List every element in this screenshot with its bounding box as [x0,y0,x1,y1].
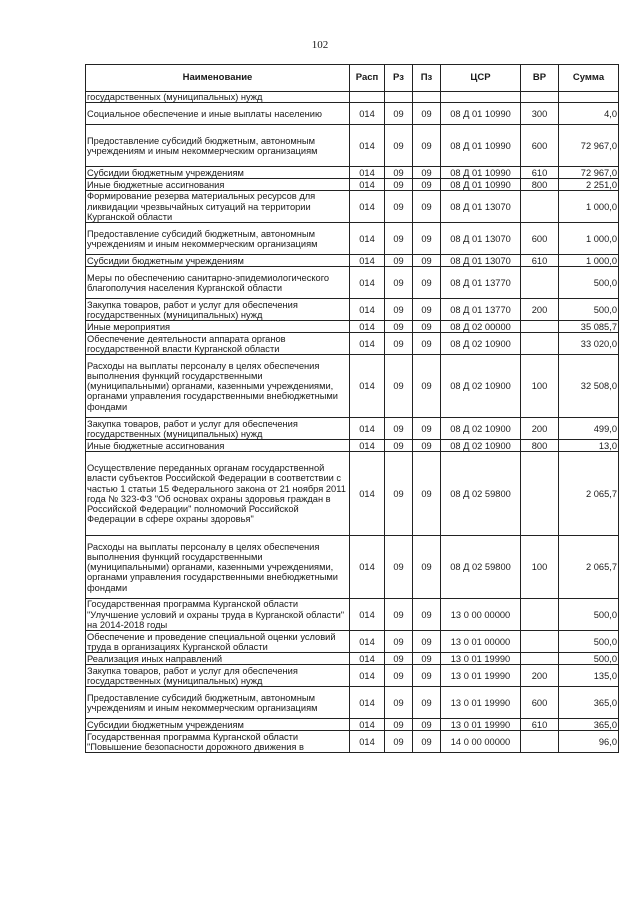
header-sum: Сумма [559,65,619,92]
cell-sum: 500,0 [559,299,619,321]
cell-rasp: 014 [350,665,385,687]
cell-rz: 09 [385,333,413,355]
cell-rasp: 014 [350,223,385,255]
cell-sum: 365,0 [559,719,619,731]
cell-sum: 1 000,0 [559,191,619,223]
cell-sum: 96,0 [559,731,619,753]
cell-vr [521,452,559,536]
cell-rasp: 014 [350,731,385,753]
cell-name: Закупка товаров, работ и услуг для обеспечения государственных (муниципальных) нужд [86,299,350,321]
cell-sum: 500,0 [559,599,619,631]
cell-csr: 13 0 01 19990 [441,665,521,687]
cell-sum: 4,0 [559,103,619,125]
cell-vr: 100 [521,536,559,599]
cell-rz: 09 [385,536,413,599]
table-row [86,191,619,223]
cell-name: Расходы на выплаты персоналу в целях обеспечения выполнения функций государственными (муниципальными) органами, казенными учреждениями, органами управления государственными внебюджетными фондами [86,355,350,418]
cell-csr: 13 0 01 00000 [441,631,521,653]
cell-rz: 09 [385,321,413,333]
cell-vr: 610 [521,167,559,179]
cell-pz: 09 [413,731,441,753]
cell-csr: 08 Д 02 10900 [441,333,521,355]
cell-rasp: 014 [350,255,385,267]
cell-rz: 09 [385,665,413,687]
cell-name: Субсидии бюджетным учреждениям [86,719,350,731]
cell-rz: 09 [385,167,413,179]
cell-vr: 800 [521,440,559,452]
cell-vr [521,653,559,665]
cell-rasp: 014 [350,167,385,179]
cell-vr [521,599,559,631]
cell-rz: 09 [385,355,413,418]
cell-csr: 08 Д 01 10990 [441,103,521,125]
cell-rz: 09 [385,418,413,440]
cell-rz: 09 [385,452,413,536]
cell-rasp: 014 [350,452,385,536]
cell-name: Иные бюджетные ассигнования [86,179,350,191]
cell-rz: 09 [385,267,413,299]
cell-rasp: 014 [350,653,385,665]
table-body [86,92,619,753]
cell-pz: 09 [413,179,441,191]
cell-rasp: 014 [350,719,385,731]
cell-pz [413,92,441,103]
cell-pz: 09 [413,653,441,665]
cell-name: Предоставление субсидий бюджетным, автономным учреждениям и иным некоммерческим организациям [86,223,350,255]
header-name: Наименование [86,65,350,92]
table-row [86,687,619,719]
cell-rasp: 014 [350,355,385,418]
cell-sum: 35 085,7 [559,321,619,333]
cell-vr [521,731,559,753]
cell-rasp: 014 [350,179,385,191]
cell-rz: 09 [385,440,413,452]
header-pz: Пз [413,65,441,92]
cell-pz: 09 [413,440,441,452]
cell-pz: 09 [413,167,441,179]
cell-name: Предоставление субсидий бюджетным, автономным учреждениям и иным некоммерческим организациям [86,125,350,167]
cell-name: Закупка товаров, работ и услуг для обеспечения государственных (муниципальных) нужд [86,665,350,687]
cell-name: Обеспечение деятельности аппарата органов государственной власти Курганской области [86,333,350,355]
cell-name: Иные бюджетные ассигнования [86,440,350,452]
table-row [86,440,619,452]
cell-rz: 09 [385,255,413,267]
table-row [86,731,619,753]
cell-rz: 09 [385,191,413,223]
cell-sum: 1 000,0 [559,223,619,255]
cell-vr: 200 [521,665,559,687]
cell-csr: 13 0 01 19990 [441,687,521,719]
header-vr: ВР [521,65,559,92]
cell-sum: 500,0 [559,267,619,299]
cell-csr: 08 Д 02 10900 [441,440,521,452]
cell-pz: 09 [413,631,441,653]
cell-sum: 500,0 [559,653,619,665]
cell-csr: 14 0 00 00000 [441,731,521,753]
cell-csr: 13 0 01 19990 [441,719,521,731]
budget-table [85,64,619,753]
cell-rasp: 014 [350,191,385,223]
cell-vr [521,631,559,653]
cell-rasp: 014 [350,418,385,440]
cell-vr: 600 [521,223,559,255]
cell-name: Государственная программа Курганской области "Повышение безопасности дорожного движения в [86,731,350,753]
cell-sum: 13,0 [559,440,619,452]
table-row [86,418,619,440]
table-row [86,653,619,665]
header-csr: ЦСР [441,65,521,92]
cell-name: Меры по обеспечению санитарно-эпидемиологического благополучия населения Курганской области [86,267,350,299]
table-row [86,631,619,653]
cell-csr: 13 0 00 00000 [441,599,521,631]
cell-pz: 09 [413,355,441,418]
cell-vr [521,321,559,333]
cell-pz: 09 [413,536,441,599]
cell-rz: 09 [385,125,413,167]
cell-sum: 499,0 [559,418,619,440]
header-rz: Рз [385,65,413,92]
cell-rz: 09 [385,103,413,125]
cell-name: Реализация иных направлений [86,653,350,665]
cell-sum: 365,0 [559,687,619,719]
cell-name: Предоставление субсидий бюджетным, автономным учреждениям и иным некоммерческим организациям [86,687,350,719]
cell-pz: 09 [413,321,441,333]
cell-rz: 09 [385,653,413,665]
cell-rasp [350,92,385,103]
cell-sum: 32 508,0 [559,355,619,418]
cell-name: Обеспечение и проведение специальной оценки условий труда в организациях Курганской области [86,631,350,653]
cell-vr: 800 [521,179,559,191]
cell-name: Закупка товаров, работ и услуг для обеспечения государственных (муниципальных) нужд [86,418,350,440]
cell-pz: 09 [413,125,441,167]
table-row [86,321,619,333]
cell-sum: 500,0 [559,631,619,653]
cell-pz: 09 [413,599,441,631]
table-row [86,125,619,167]
cell-csr: 08 Д 01 13070 [441,223,521,255]
cell-name: Расходы на выплаты персоналу в целях обеспечения выполнения функций государственными (муниципальными) органами, казенными учреждениями, органами управления государственными внебюджетными фондами [86,536,350,599]
cell-csr: 08 Д 01 13070 [441,255,521,267]
cell-sum: 2 251,0 [559,179,619,191]
cell-sum: 2 065,7 [559,452,619,536]
cell-rasp: 014 [350,299,385,321]
cell-pz: 09 [413,223,441,255]
table-row [86,179,619,191]
cell-name: Социальное обеспечение и иные выплаты населению [86,103,350,125]
cell-vr: 600 [521,687,559,719]
cell-sum: 1 000,0 [559,255,619,267]
cell-rasp: 014 [350,536,385,599]
cell-csr: 08 Д 02 59800 [441,536,521,599]
cell-rasp: 014 [350,440,385,452]
cell-vr [521,267,559,299]
cell-rasp: 014 [350,631,385,653]
cell-rz: 09 [385,223,413,255]
table-row [86,103,619,125]
cell-rasp: 014 [350,687,385,719]
cell-rasp: 014 [350,333,385,355]
cell-pz: 09 [413,665,441,687]
table-row [86,665,619,687]
table-row [86,333,619,355]
cell-vr: 200 [521,418,559,440]
table-row [86,92,619,103]
cell-rz: 09 [385,731,413,753]
cell-sum: 33 020,0 [559,333,619,355]
cell-rz: 09 [385,179,413,191]
cell-rz: 09 [385,631,413,653]
cell-sum: 135,0 [559,665,619,687]
cell-pz: 09 [413,452,441,536]
table-row [86,299,619,321]
table-row [86,719,619,731]
cell-pz: 09 [413,299,441,321]
cell-pz: 09 [413,418,441,440]
cell-pz: 09 [413,687,441,719]
cell-name: Субсидии бюджетным учреждениям [86,167,350,179]
cell-sum: 72 967,0 [559,167,619,179]
cell-name: Иные мероприятия [86,321,350,333]
cell-name: Субсидии бюджетным учреждениям [86,255,350,267]
cell-vr: 600 [521,125,559,167]
cell-vr: 100 [521,355,559,418]
cell-vr: 200 [521,299,559,321]
cell-name: государственных (муниципальных) нужд [86,92,350,103]
table-header-row [86,65,619,92]
cell-rz: 09 [385,299,413,321]
cell-name: Формирование резерва материальных ресурсов для ликвидации чрезвычайных ситуаций на территории Курганской области [86,191,350,223]
table-row [86,255,619,267]
cell-csr [441,92,521,103]
table-row [86,452,619,536]
cell-sum: 2 065,7 [559,536,619,599]
cell-vr [521,92,559,103]
cell-name: Осуществление переданных органам государственной власти субъектов Российской Федерации в соответствии с частью 1 статьи 15 Федерального закона от 21 ноября 2011 года № 323-ФЗ "Об основах охраны здоровья граждан в Российской Федерации" полномочий Российской Федерации в сфере охраны здоровья" [86,452,350,536]
cell-csr: 08 Д 01 10990 [441,125,521,167]
cell-pz: 09 [413,191,441,223]
cell-rz: 09 [385,719,413,731]
cell-pz: 09 [413,255,441,267]
cell-csr: 08 Д 01 10990 [441,179,521,191]
cell-csr: 08 Д 01 10990 [441,167,521,179]
cell-rasp: 014 [350,599,385,631]
cell-pz: 09 [413,333,441,355]
cell-sum [559,92,619,103]
table-row [86,267,619,299]
cell-vr: 610 [521,255,559,267]
table-row [86,599,619,631]
cell-vr: 610 [521,719,559,731]
cell-csr: 08 Д 02 10900 [441,355,521,418]
cell-csr: 08 Д 02 59800 [441,452,521,536]
cell-rz: 09 [385,599,413,631]
cell-csr: 08 Д 01 13070 [441,191,521,223]
cell-rasp: 014 [350,103,385,125]
cell-csr: 13 0 01 19990 [441,653,521,665]
cell-rz [385,92,413,103]
cell-rz: 09 [385,687,413,719]
table-row [86,355,619,418]
cell-vr: 300 [521,103,559,125]
cell-rasp: 014 [350,125,385,167]
table-row [86,536,619,599]
cell-rasp: 014 [350,321,385,333]
cell-csr: 08 Д 02 00000 [441,321,521,333]
cell-csr: 08 Д 01 13770 [441,299,521,321]
cell-pz: 09 [413,103,441,125]
cell-csr: 08 Д 01 13770 [441,267,521,299]
cell-pz: 09 [413,267,441,299]
table-row [86,223,619,255]
page-number: 102 [311,39,329,51]
cell-rasp: 014 [350,267,385,299]
table-row [86,167,619,179]
cell-sum: 72 967,0 [559,125,619,167]
cell-name: Государственная программа Курганской области "Улучшение условий и охраны труда в Курганской области" на 2014-2018 годы [86,599,350,631]
header-rasp: Расп [350,65,385,92]
cell-vr [521,333,559,355]
cell-pz: 09 [413,719,441,731]
cell-csr: 08 Д 02 10900 [441,418,521,440]
cell-vr [521,191,559,223]
